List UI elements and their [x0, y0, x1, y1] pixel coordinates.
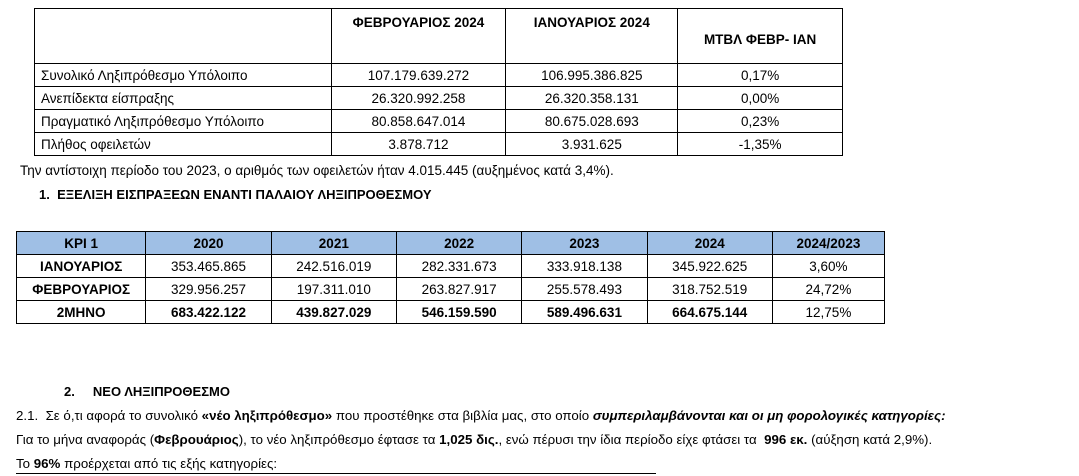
table-cell: 345.922.625 — [647, 255, 772, 278]
paragraph-2-3 — [16, 456, 277, 471]
row-label: Πραγματικό Ληξιπρόθεσμο Υπόλοιπο — [35, 110, 332, 133]
header-cell: KPI 1 — [17, 232, 146, 255]
paragraph-number: 2.1. — [16, 408, 39, 423]
row-label: 2ΜΗΝΟ — [17, 301, 146, 324]
table-row — [35, 110, 843, 133]
collections-kpi-table — [16, 231, 885, 324]
text-run: Το — [16, 456, 34, 471]
table-cell: 24,72% — [772, 278, 884, 301]
table-cell: 3,60% — [772, 255, 884, 278]
table-row — [17, 301, 885, 324]
text-run: προέρχεται από τις εξής κατηγορίες: — [60, 456, 278, 471]
header-cell — [35, 9, 332, 64]
header-cell: ΜΤΒΛ ΦΕΒΡ- ΙΑΝ — [678, 9, 843, 64]
table-cell: 282.331.673 — [396, 255, 521, 278]
header-cell: 2024 — [647, 232, 772, 255]
header-cell: 2023 — [522, 232, 647, 255]
text-run: (αύξηση κατά 2,9%). — [807, 432, 933, 447]
header-cell: 2021 — [271, 232, 396, 255]
row-label: ΙΑΝΟΥΑΡΙΟΣ — [17, 255, 146, 278]
table-cell: 197.311.010 — [271, 278, 396, 301]
row-label: Πλήθος οφειλετών — [35, 133, 332, 156]
table-row — [17, 255, 885, 278]
table-row — [35, 87, 843, 110]
table-cell: 546.159.590 — [396, 301, 521, 324]
section-number: 2. — [64, 384, 75, 399]
table-cell: 12,75% — [772, 301, 884, 324]
table-cell: 26.320.358.131 — [506, 87, 678, 110]
table-cell: 0,23% — [678, 110, 843, 133]
table-cell: 439.827.029 — [271, 301, 396, 324]
text-run-bold: 96% — [33, 456, 61, 471]
table-cell: 589.496.631 — [522, 301, 647, 324]
table-header-row — [17, 232, 885, 255]
debtors-note: Την αντίστοιχη περίοδο του 2023, ο αριθμός των οφειλετών ήταν 4.015.445 (αυξημένος κατά 3,4%). — [20, 163, 614, 178]
table-cell: 318.752.519 — [647, 278, 772, 301]
table-row — [35, 64, 843, 87]
section-1-heading — [39, 187, 432, 202]
header-cell: 2020 — [146, 232, 271, 255]
text-run-bold: 1,025 δις. — [439, 432, 499, 447]
table-cell: 333.918.138 — [522, 255, 647, 278]
table-cell: 683.422.122 — [146, 301, 271, 324]
row-label: ΦΕΒΡΟΥΑΡΙΟΣ — [17, 278, 146, 301]
text-run-bold-italic: συμπεριλαμβάνονται και οι μη φορολογικές κατηγορίες: — [592, 408, 946, 423]
header-cell: 2024/2023 — [772, 232, 884, 255]
table-cell: 3.878.712 — [331, 133, 506, 156]
text-run: Για το μήνα αναφοράς ( — [16, 432, 155, 447]
section-2-heading — [64, 384, 230, 399]
text-run-bold: Φεβρουάριος — [154, 432, 239, 447]
text-run: , ενώ πέρυσι την ίδια περίοδο είχε φτάσει τα — [498, 432, 765, 447]
text-run: Σε ό,τι αφορά το συνολικό — [45, 408, 202, 423]
table-cell: 329.956.257 — [146, 278, 271, 301]
header-cell: ΦΕΒΡΟΥΑΡΙΟΣ 2024 — [331, 9, 506, 64]
table-cell: 80.675.028.693 — [506, 110, 678, 133]
section-title: ΝΕΟ ΛΗΞΙΠΡΟΘΕΣΜΟ — [92, 384, 230, 399]
text-run: που προστέθηκε στα βιβλία μας, στο οποίο — [332, 408, 593, 423]
table-cell: -1,35% — [678, 133, 843, 156]
table-cell: 255.578.493 — [522, 278, 647, 301]
section-title: ΕΞΕΛΙΞΗ ΕΙΣΠΡΑΞΕΩΝ ΕΝΑΝΤΙ ΠΑΛΑΙΟΥ ΛΗΞΙΠΡΟΘΕΣΜΟΥ — [57, 187, 432, 202]
divider — [16, 473, 656, 474]
row-label: Ανεπίδεκτα είσπραξης — [35, 87, 332, 110]
table-cell: 0,00% — [678, 87, 843, 110]
section-number: 1. — [39, 187, 50, 202]
text-run-bold: 996 εκ. — [764, 432, 808, 447]
table-cell: 107.179.639.272 — [331, 64, 506, 87]
table-cell: 263.827.917 — [396, 278, 521, 301]
text-run-bold: «νέο ληξιπρόθεσμο» — [201, 408, 333, 423]
table-cell: 26.320.992.258 — [331, 87, 506, 110]
paragraph-2-2 — [16, 432, 932, 447]
paragraph-2-1 — [16, 408, 946, 423]
table-cell: 80.858.647.014 — [331, 110, 506, 133]
table-cell: 0,17% — [678, 64, 843, 87]
table-row — [35, 133, 843, 156]
header-cell: ΙΑΝΟΥΑΡΙΟΣ 2024 — [506, 9, 678, 64]
table-cell: 664.675.144 — [647, 301, 772, 324]
debt-summary-table — [34, 8, 843, 156]
table-row — [17, 278, 885, 301]
row-label: Συνολικό Ληξιπρόθεσμο Υπόλοιπο — [35, 64, 332, 87]
table-cell: 106.995.386.825 — [506, 64, 678, 87]
table-cell: 242.516.019 — [271, 255, 396, 278]
header-cell: 2022 — [396, 232, 521, 255]
table-header-row — [35, 9, 843, 64]
table-cell: 353.465.865 — [146, 255, 271, 278]
table-cell: 3.931.625 — [506, 133, 678, 156]
text-run: ), το νέο ληξιπρόθεσμο έφτασε τα — [238, 432, 440, 447]
